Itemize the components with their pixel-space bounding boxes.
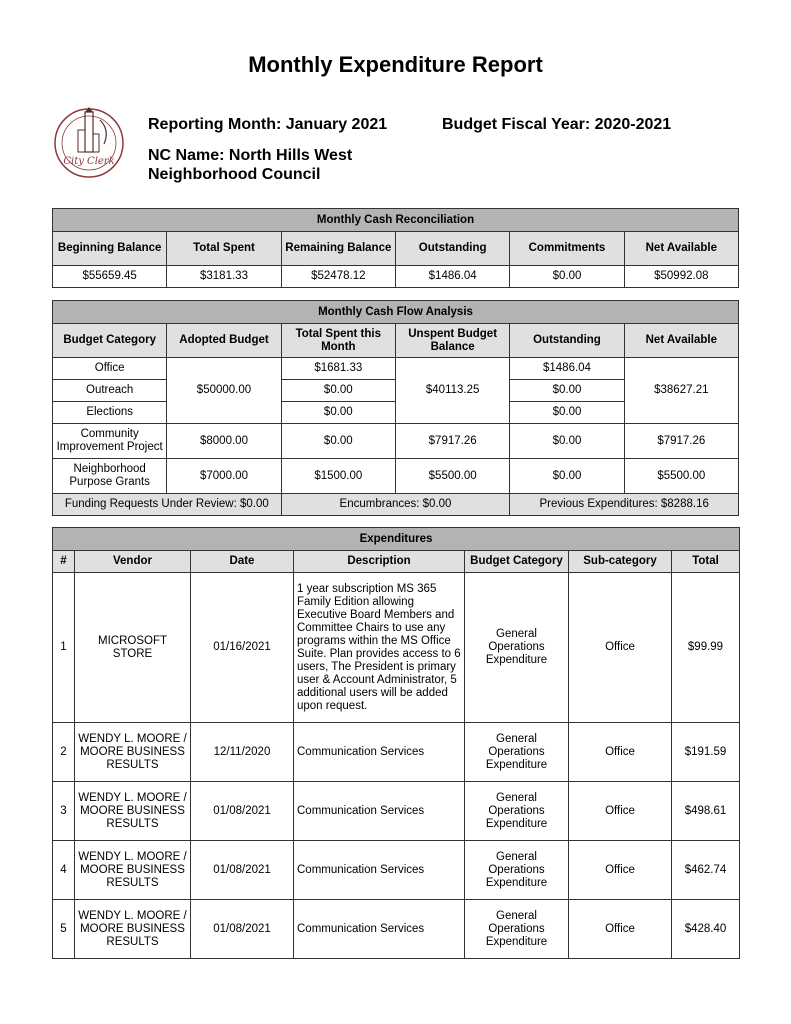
cashflow-header: Outstanding <box>510 324 624 358</box>
recon-value: $0.00 <box>510 266 624 288</box>
recon-value: $3181.33 <box>167 266 281 288</box>
outstanding-cell: $0.00 <box>510 459 624 494</box>
vendor-cell: MICROSOFT STORE <box>75 573 191 723</box>
spent-cell: $0.00 <box>281 424 395 459</box>
exp-header: Description <box>294 551 465 573</box>
adopted-cell: $8000.00 <box>167 424 281 459</box>
exp-header: Total <box>672 551 740 573</box>
row-number: 5 <box>53 900 75 959</box>
date-cell: 01/08/2021 <box>191 782 294 841</box>
vendor-cell: WENDY L. MOORE / MOORE BUSINESS RESULTS <box>75 723 191 782</box>
vendor-cell: WENDY L. MOORE / MOORE BUSINESS RESULTS <box>75 841 191 900</box>
subcategory-cell: Office <box>569 782 672 841</box>
exp-header: Date <box>191 551 294 573</box>
row-number: 3 <box>53 782 75 841</box>
previous-expenditures: Previous Expenditures: $8288.16 <box>510 494 739 516</box>
table-row <box>53 841 740 900</box>
spent-cell: $0.00 <box>281 402 395 424</box>
table-row <box>53 424 739 459</box>
recon-value: $50992.08 <box>624 266 738 288</box>
cashflow-header: Net Available <box>624 324 738 358</box>
spent-cell: $1500.00 <box>281 459 395 494</box>
funding-requests: Funding Requests Under Review: $0.00 <box>53 494 282 516</box>
total-cell: $428.40 <box>672 900 740 959</box>
category-cell: Office <box>53 358 167 380</box>
city-clerk-seal-icon <box>52 106 126 180</box>
category-cell: General Operations Expenditure <box>465 841 569 900</box>
reporting-month: Reporting Month: January 2021 <box>148 116 388 133</box>
total-cell: $498.61 <box>672 782 740 841</box>
cashflow-header: Adopted Budget <box>167 324 281 358</box>
outstanding-cell: $0.00 <box>510 380 624 402</box>
nc-name-line1: NC Name: North Hills West <box>148 147 353 164</box>
date-cell: 12/11/2020 <box>191 723 294 782</box>
spent-cell: $0.00 <box>281 380 395 402</box>
exp-header: Sub-category <box>569 551 672 573</box>
net-cell: $7917.26 <box>624 424 738 459</box>
description-cell: Communication Services <box>294 900 465 959</box>
net-cell: $38627.21 <box>624 358 738 424</box>
net-cell: $5500.00 <box>624 459 738 494</box>
row-number: 4 <box>53 841 75 900</box>
nc-name-line2: Neighborhood Council <box>148 166 321 183</box>
row-number: 1 <box>53 573 75 723</box>
table-row <box>53 782 740 841</box>
seal-text: City Clerk <box>63 156 115 167</box>
reconciliation-table <box>52 208 739 288</box>
outstanding-cell: $1486.04 <box>510 358 624 380</box>
description-cell: Communication Services <box>294 782 465 841</box>
fiscal-year: Budget Fiscal Year: 2020-2021 <box>442 116 672 133</box>
spent-cell: $1681.33 <box>281 358 395 380</box>
expenditures-table <box>52 527 740 959</box>
exp-header: Vendor <box>75 551 191 573</box>
exp-header: Budget Category <box>465 551 569 573</box>
unspent-cell: $5500.00 <box>395 459 509 494</box>
unspent-cell: $40113.25 <box>395 358 509 424</box>
adopted-cell: $7000.00 <box>167 459 281 494</box>
recon-header: Total Spent <box>167 232 281 266</box>
recon-header: Beginning Balance <box>53 232 167 266</box>
category-cell: General Operations Expenditure <box>465 900 569 959</box>
category-cell: General Operations Expenditure <box>465 573 569 723</box>
category-cell: Neighborhood Purpose Grants <box>53 459 167 494</box>
outstanding-cell: $0.00 <box>510 402 624 424</box>
subcategory-cell: Office <box>569 573 672 723</box>
vendor-cell: WENDY L. MOORE / MOORE BUSINESS RESULTS <box>75 900 191 959</box>
nc-name <box>148 146 352 184</box>
cashflow-table <box>52 300 739 516</box>
table-row <box>53 900 740 959</box>
total-cell: $99.99 <box>672 573 740 723</box>
total-cell: $191.59 <box>672 723 740 782</box>
total-cell: $462.74 <box>672 841 740 900</box>
recon-value: $52478.12 <box>281 266 395 288</box>
cashflow-header: Unspent Budget Balance <box>395 324 509 358</box>
expenditures-caption: Expenditures <box>53 528 740 551</box>
description-cell: Communication Services <box>294 841 465 900</box>
date-cell: 01/08/2021 <box>191 900 294 959</box>
cashflow-header: Budget Category <box>53 324 167 358</box>
category-cell: General Operations Expenditure <box>465 782 569 841</box>
date-cell: 01/16/2021 <box>191 573 294 723</box>
recon-value: $1486.04 <box>395 266 509 288</box>
category-cell: Outreach <box>53 380 167 402</box>
category-cell: Community Improvement Project <box>53 424 167 459</box>
date-cell: 01/08/2021 <box>191 841 294 900</box>
cashflow-header: Total Spent this Month <box>281 324 395 358</box>
subcategory-cell: Office <box>569 841 672 900</box>
table-row <box>53 358 739 380</box>
row-number: 2 <box>53 723 75 782</box>
recon-header: Commitments <box>510 232 624 266</box>
exp-header: # <box>53 551 75 573</box>
outstanding-cell: $0.00 <box>510 424 624 459</box>
category-cell: General Operations Expenditure <box>465 723 569 782</box>
recon-value: $55659.45 <box>53 266 167 288</box>
table-row <box>53 573 740 723</box>
reconciliation-caption: Monthly Cash Reconciliation <box>53 209 739 232</box>
description-cell: Communication Services <box>294 723 465 782</box>
adopted-cell: $50000.00 <box>167 358 281 424</box>
recon-header: Net Available <box>624 232 738 266</box>
subcategory-cell: Office <box>569 723 672 782</box>
subcategory-cell: Office <box>569 900 672 959</box>
page-title: Monthly Expenditure Report <box>248 52 543 77</box>
table-row <box>53 723 740 782</box>
vendor-cell: WENDY L. MOORE / MOORE BUSINESS RESULTS <box>75 782 191 841</box>
cashflow-caption: Monthly Cash Flow Analysis <box>53 301 739 324</box>
recon-header: Outstanding <box>395 232 509 266</box>
recon-header: Remaining Balance <box>281 232 395 266</box>
category-cell: Elections <box>53 402 167 424</box>
description-cell: 1 year subscription MS 365 Family Edition allowing Executive Board Members and Committee Chairs to use any programs within the MS Office Suite. Plan provides access to 6 users, The President is primary user & Account Administrator, 5 additional users will be added upon request. <box>294 573 465 723</box>
encumbrances: Encumbrances: $0.00 <box>281 494 510 516</box>
unspent-cell: $7917.26 <box>395 424 509 459</box>
table-row <box>53 459 739 494</box>
